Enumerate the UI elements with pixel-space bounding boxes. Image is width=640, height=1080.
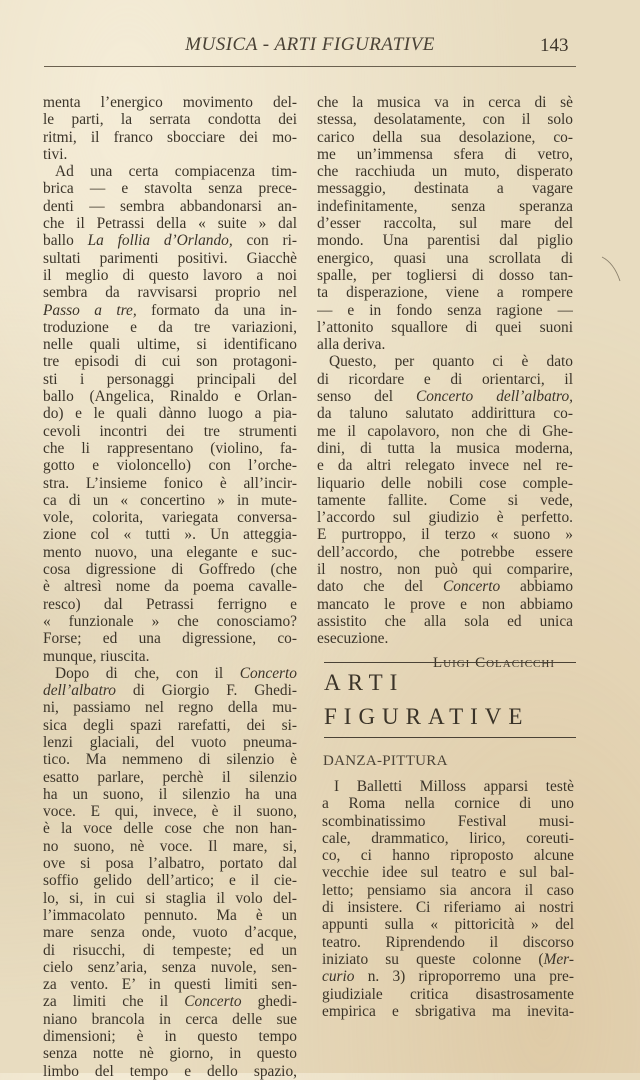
text-line: energico, quasi una scrollata di [317,249,573,267]
text-line: spalle, per togliersi di dosso tan- [317,266,573,284]
text-line: lenzi glaciali, del vuoto pneuma- [43,733,297,751]
page-number: 143 [540,35,569,56]
text-line: sti i personaggi principali del [43,370,297,388]
text-line: gotto e violoncello) con l’orche- [43,457,297,475]
text-line: voce. E qui, invece, è il suono, [43,803,297,821]
text-line: co, ci hanno riproposto alcune [322,847,574,865]
italic-title: La follia d’Orlando, [87,232,233,250]
text-line [43,682,297,699]
text-line: a Roma nella cornice di uno [322,795,574,813]
text-line: mondo. Una parentisi dal piglio [317,232,573,250]
text-run: iniziato su queste colonne ( [322,950,544,968]
text-line: cosa digressione di Goffredo (che [43,561,297,579]
text-line: ha un suono, il silenzio ha una [43,785,297,803]
text-line: soffio gelido dell’artico; e il cie- [43,872,297,890]
italic-title: dell’albatro [43,682,116,700]
text-line: sembra da ravvisarsi proprio nel [43,284,297,302]
text-line: resco) dal Petrassi ferrigno e [43,595,297,613]
left-column [43,94,297,1080]
text-line: menta l’energico movimento del- [43,94,297,111]
text-line: za vento. E’ in questi limiti sen- [43,976,297,994]
text-line: Questo, per quanto ci è dato [329,353,573,371]
text-line [322,968,574,985]
text-line: stra. L’insieme fonico è all’incir- [43,474,297,492]
text-line: denti — sembra abbandonarsi an- [43,197,297,215]
text-line [43,665,297,682]
text-line: carico della sua desolazione, co- [317,128,573,146]
text-line: « funzionale » che conosciamo? [43,612,297,630]
text-line: ni, passiamo nel regno della mu- [43,699,297,717]
text-run: ballo [43,232,88,250]
text-line: e da altri relegato invece nel re- [317,457,573,475]
text-line: le parti, la serrata condotta dei [43,111,297,129]
text-line: dell’accordo, che potrebbe essere [317,543,573,561]
text-line: il meglio di questo lavoro a noi [43,266,297,284]
text-line: Forse; ed una digressione, co- [43,630,297,648]
text-line: empirica e sbrigativa ma inevita- [322,1002,574,1020]
text-line: brica — e stavolta senza prece- [43,180,297,198]
text-line: indefinitamente, senza speranza [317,197,573,215]
text-line: cielo senz’aria, senza nuvole, sen- [43,958,297,976]
text-line: stessa, desolatamente, con il solo [317,111,573,129]
section-title-line1: ARTI [324,670,405,695]
italic-title: Concerto [184,993,242,1011]
text-line: giudiziale critica disastrosamente [322,985,574,1003]
text-line: che il Petrassi della « suite » dal [43,215,297,233]
section-body [322,778,574,1020]
text-line: dini, di tutta la musica moderna, [317,439,573,457]
text-line: me un’immensa sfera di vetro, [317,145,573,163]
text-line: da taluno salutato addirittura co- [317,405,573,423]
text-line: di ricordare e di orientarci, il [317,370,573,388]
article-subheading: DANZA-PITTURA [323,753,448,769]
italic-title: Mer- [543,950,574,968]
italic-title: Concerto dell’albatro, [415,388,573,406]
text-line: ca di un « concertino » in mute- [43,491,297,509]
text-line: di insistere. Ci riferiamo ai nostri [322,899,574,917]
text-run: dato che del [317,578,443,596]
text-line: tre episodi di cui son protagoni- [43,353,297,371]
text-line: assistito che alla sola ed unica [317,612,573,630]
text-line [43,232,297,249]
text-line: esatto parlare, perchè il silenzio [43,768,297,786]
text-line: ta disperazione, viene a rompere [317,284,573,302]
text-line: il nostro, non può qui comparire, [317,561,573,579]
text-line: limbo del tempo e dello spazio, [43,1062,297,1080]
text-line: che li rappresentano (violino, fa- [43,439,297,457]
text-line: cevoli incontri dei tre strumenti [43,422,297,440]
text-line: E purtroppo, il terzo « suono » [317,526,573,544]
section-rule-top [324,662,576,663]
section-title-line2: FIGURATIVE [324,704,530,729]
text-line: l’immacolato pennuto. Ma è un [43,906,297,924]
text-line: scombinatissimo Festival musi- [322,812,574,830]
text-line: che racchiuda un muto, disperato [317,163,573,181]
text-line: tamente fallite. Come si vede, [317,491,573,509]
text-line [43,302,297,319]
text-run: di Giorgio F. Ghedi- [115,682,297,700]
text-run: formato da una in- [136,301,297,319]
text-line: me il capolavoro, non che di Ghe- [317,422,573,440]
text-line: dimensioni; è in questo tempo [43,1028,297,1046]
text-line: munque, riuscita. [43,647,150,665]
pencil-mark [600,255,624,285]
text-line: no suono, nè voce. Il mare, si, [43,837,297,855]
text-line: è altresì nome da poema cavalle- [43,578,297,596]
text-line: Ad una certa compiacenza tim- [55,163,297,181]
text-run: Dopo di che, con il [55,664,240,682]
text-run: ghedi- [241,993,297,1011]
text-line: ove si posa l’albatro, portato dal [43,855,297,873]
text-line: senza notte nè giorno, in questo [43,1045,297,1063]
italic-title: curio [322,968,355,986]
text-line: zione col « tutti ». Un atteggia- [43,526,297,544]
text-line: vecchie idee sul teatro e sul bal- [322,864,574,882]
text-line: è la voce delle cose che non han- [43,820,297,838]
text-line: l’attonito squallore di quei suoni [317,318,573,336]
text-line: troduzione e da tre variazioni, [43,318,297,336]
text-line: niano brancola in cerca delle sue [43,1010,297,1028]
text-line: nelle quali ultime, si identificano [43,336,297,354]
text-line: mare senza onde, vuoto d’acque, [43,924,297,942]
italic-title: Concerto [442,578,501,596]
text-line [322,951,574,968]
text-line: mento nuovo, una elegante e suc- [43,543,297,561]
text-line: lo, si, in cui si staglia il volo del- [43,889,297,907]
text-line: teatro. Riprendendo il discorso [322,933,574,951]
running-head: MUSICA - ARTI FIGURATIVE [185,34,435,55]
text-line: ballo (Angelica, Rinaldo e Orlan- [43,388,297,406]
text-line: liquario delle nobili cose comple- [317,474,573,492]
text-line: cale, drammatico, lirico, coreuti- [322,829,574,847]
text-line: d’esser raccolta, sul mare del [317,215,573,233]
text-line: letto; pensiamo sia ancora il caso [322,881,574,899]
text-line: mancato le prove e non abbiamo [317,595,573,613]
text-line: appunti sulla « pittoricità » del [322,916,574,934]
text-run: con ri- [232,232,297,250]
text-line: tivi. [43,145,68,163]
text-line: vole, colorita, variegata conversa- [43,509,297,527]
text-run: senso del [317,388,416,406]
text-line: l’accordo sul giudizio è perfetto. [317,509,573,527]
text-line: — e in fondo senza ragione — [317,301,573,319]
right-column [317,94,573,672]
text-run: za limiti che il [43,993,185,1011]
header-rule [44,66,576,67]
text-line: do) e le quali dànno luogo a pia- [43,405,297,423]
text-run: n. 3) riproporremo una pre- [354,968,574,986]
text-line: ritmi, il franco sbocciare dei mo- [43,128,297,146]
text-line: tico. Ma nemmeno di silenzio è [43,751,297,769]
section-rule-bottom [324,737,576,738]
text-line [317,388,573,405]
text-line [43,993,297,1010]
text-line: di risucchi, di tempeste; ed un [43,941,297,959]
text-line: che la musica va in cerca di sè [317,94,573,111]
text-line [317,578,573,595]
italic-title: Concerto [239,664,297,682]
text-line: esecuzione. [317,630,389,648]
italic-title: Passo a tre, [43,301,137,319]
text-run: abbiamo [500,578,573,596]
text-line: I Balletti Milloss apparsi testè [334,778,574,795]
text-line: messaggio, destinata a vagare [317,180,573,198]
text-line: sultati parimenti positivi. Giacchè [43,249,297,267]
text-line: sica degli spazi rarefatti, dei si- [43,716,297,734]
text-line: alla deriva. [317,336,386,354]
author-signature: Luigi Colacicchi [432,654,555,671]
section-header [324,662,576,738]
